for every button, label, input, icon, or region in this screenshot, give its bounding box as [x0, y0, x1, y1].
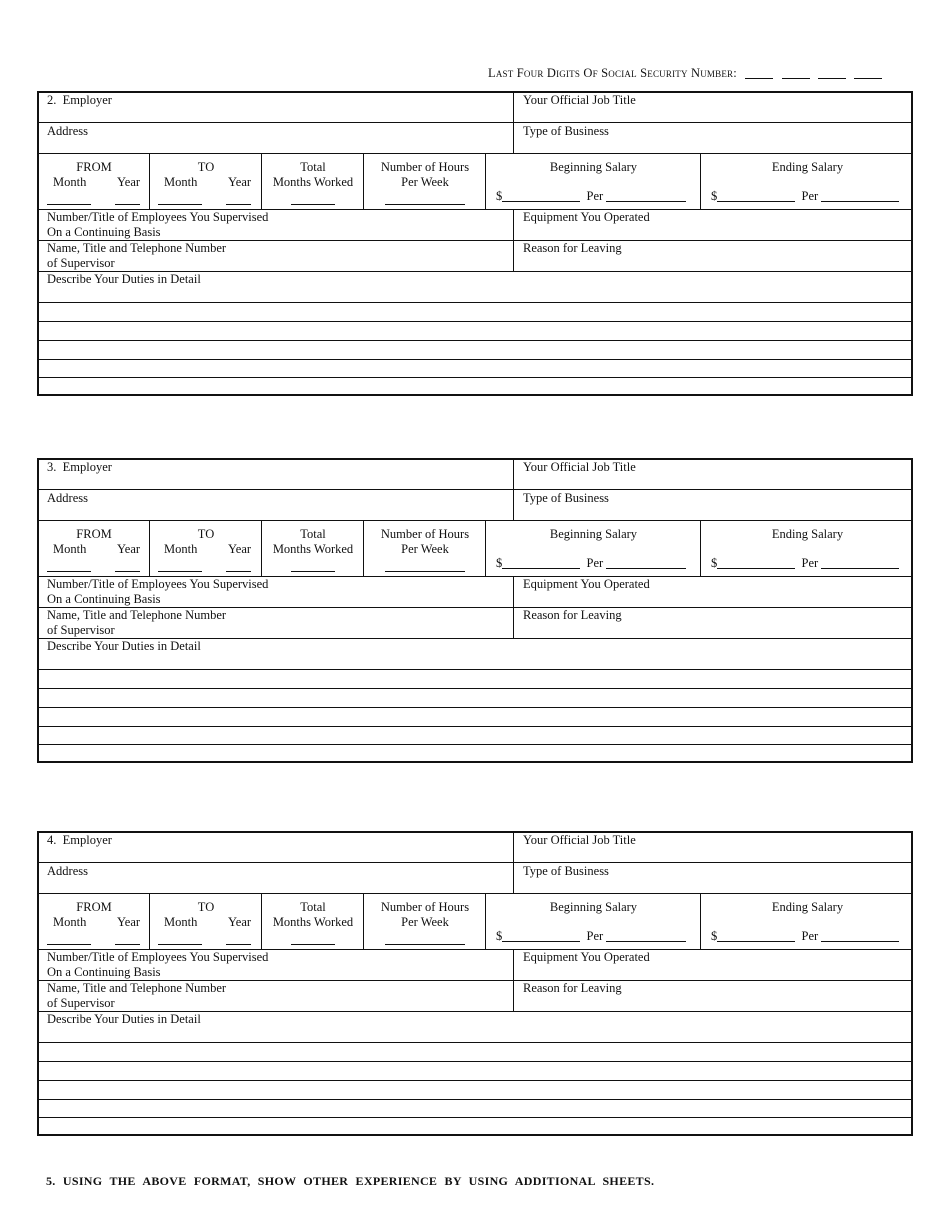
supervisor-field[interactable] [47, 241, 226, 271]
hours-label: Number of Hours [380, 527, 470, 541]
divider [39, 340, 911, 341]
from-year-blank[interactable] [115, 559, 140, 572]
divider [39, 321, 911, 322]
supervised-field[interactable] [47, 210, 268, 240]
hours-label: Number of Hours [380, 900, 470, 914]
to-year-label: Year [228, 542, 252, 556]
supervised-label-2: On a Continuing Basis [47, 225, 161, 239]
divider [513, 93, 514, 153]
divider [39, 707, 911, 708]
per-week-label: Per Week [401, 915, 449, 929]
beginning-salary-label: Beginning Salary [549, 900, 638, 914]
supervised-label: Number/Title of Employees You Supervised [47, 950, 269, 964]
divider [485, 893, 486, 949]
divider [363, 893, 364, 949]
divider [39, 893, 911, 894]
reason-field[interactable]: Reason for Leaving [523, 608, 622, 622]
hours-blank[interactable] [385, 559, 465, 572]
divider [363, 520, 364, 576]
divider [700, 153, 701, 209]
divider [39, 1117, 911, 1118]
per-label: Per [801, 929, 819, 943]
divider [39, 862, 911, 863]
divider [700, 893, 701, 949]
beginning-salary-label: Beginning Salary [549, 160, 638, 174]
ending-salary-label: Ending Salary [771, 527, 844, 541]
supervised-field[interactable] [47, 950, 268, 980]
divider [39, 1061, 911, 1062]
employment-section [37, 458, 913, 763]
dollar-sign: $ [711, 189, 718, 203]
divider [39, 744, 911, 745]
ssn-digit-blank[interactable] [782, 66, 810, 79]
dollar-sign: $ [496, 556, 503, 570]
to-label: TO [197, 900, 215, 914]
employer-field[interactable] [47, 833, 112, 848]
hours-blank[interactable] [385, 192, 465, 205]
from-label: FROM [76, 527, 112, 541]
divider [261, 893, 262, 949]
months-worked-blank[interactable] [291, 559, 335, 572]
per-label: Per [801, 189, 819, 203]
ending-salary-field[interactable] [711, 929, 899, 944]
divider [39, 520, 911, 521]
ending-salary-label: Ending Salary [771, 160, 844, 174]
divider [513, 460, 514, 520]
to-year-label: Year [228, 915, 252, 929]
to-month-label: Month [164, 542, 198, 556]
supervised-label-2: On a Continuing Basis [47, 965, 161, 979]
ssn-label: Last Four Digits Of Social Security Number: [488, 66, 737, 80]
business-type-field[interactable]: Type of Business [523, 864, 609, 878]
months-worked-label: Months Worked [272, 915, 354, 929]
address-field[interactable]: Address [47, 124, 88, 138]
employer-field[interactable] [47, 460, 112, 475]
employment-section [37, 831, 913, 1136]
from-month-label: Month [53, 542, 87, 556]
total-label: Total [300, 160, 326, 174]
months-worked-blank[interactable] [291, 192, 335, 205]
divider [513, 833, 514, 893]
ending-salary-label: Ending Salary [771, 900, 844, 914]
to-year-blank[interactable] [226, 932, 251, 945]
from-label: FROM [76, 900, 112, 914]
months-worked-label: Months Worked [272, 175, 354, 189]
duties-field[interactable]: Describe Your Duties in Detail [47, 1012, 201, 1026]
dollar-sign: $ [711, 556, 718, 570]
from-month-label: Month [53, 915, 87, 929]
to-month-blank[interactable] [158, 932, 202, 945]
to-year-blank[interactable] [226, 192, 251, 205]
from-label: FROM [76, 160, 112, 174]
divider [39, 377, 911, 378]
per-label: Per [801, 556, 819, 570]
divider [149, 153, 150, 209]
business-type-field[interactable]: Type of Business [523, 491, 609, 505]
divider [39, 489, 911, 490]
supervised-field[interactable] [47, 577, 268, 607]
divider [149, 520, 150, 576]
beginning-salary-field[interactable] [496, 189, 686, 204]
divider [261, 153, 262, 209]
address-field[interactable]: Address [47, 491, 88, 505]
hours-blank[interactable] [385, 932, 465, 945]
divider [513, 209, 514, 271]
divider [363, 153, 364, 209]
supervisor-label: Name, Title and Telephone Number [47, 241, 227, 255]
section-number: 2. [47, 93, 57, 107]
beginning-salary-label: Beginning Salary [549, 527, 638, 541]
employer-label: Employer [62, 93, 112, 107]
supervisor-field[interactable] [47, 981, 226, 1011]
divider [39, 1099, 911, 1100]
months-worked-label: Months Worked [272, 542, 354, 556]
hours-label: Number of Hours [380, 160, 470, 174]
duties-field[interactable]: Describe Your Duties in Detail [47, 639, 201, 653]
supervised-label-2: On a Continuing Basis [47, 592, 161, 606]
total-label: Total [300, 527, 326, 541]
from-year-label: Year [117, 175, 141, 189]
from-month-blank[interactable] [47, 932, 91, 945]
dollar-sign: $ [711, 929, 718, 943]
equipment-field[interactable]: Equipment You Operated [523, 210, 650, 224]
employment-section [37, 91, 913, 396]
employer-label: Employer [62, 460, 112, 474]
from-year-blank[interactable] [115, 192, 140, 205]
duties-field[interactable]: Describe Your Duties in Detail [47, 272, 201, 286]
supervisor-label: Name, Title and Telephone Number [47, 608, 227, 622]
from-year-label: Year [117, 915, 141, 929]
divider [39, 302, 911, 303]
divider [39, 669, 911, 670]
divider [39, 122, 911, 123]
from-month-blank[interactable] [47, 559, 91, 572]
divider [700, 520, 701, 576]
supervisor-label-2: of Supervisor [47, 623, 115, 637]
dollar-sign: $ [496, 929, 503, 943]
divider [513, 949, 514, 1011]
beginning-salary-field[interactable] [496, 929, 686, 944]
supervisor-label-2: of Supervisor [47, 256, 115, 270]
supervisor-field[interactable] [47, 608, 226, 638]
from-year-label: Year [117, 542, 141, 556]
job-title-field[interactable]: Your Official Job Title [523, 93, 636, 107]
to-month-label: Month [164, 915, 198, 929]
ending-salary-field[interactable] [711, 556, 899, 571]
from-year-blank[interactable] [115, 932, 140, 945]
divider [39, 726, 911, 727]
divider [485, 153, 486, 209]
divider [39, 1042, 911, 1043]
to-year-label: Year [228, 175, 252, 189]
employer-field[interactable] [47, 93, 112, 108]
reason-field[interactable]: Reason for Leaving [523, 981, 622, 995]
ending-salary-field[interactable] [711, 189, 899, 204]
supervisor-label-2: of Supervisor [47, 996, 115, 1010]
job-title-field[interactable]: Your Official Job Title [523, 833, 636, 847]
section-number: 3. [47, 460, 57, 474]
per-label: Per [586, 929, 604, 943]
footer-instruction: 5. USING THE ABOVE FORMAT, SHOW OTHER EXPERIENCE BY USING ADDITIONAL SHEETS. [46, 1174, 655, 1188]
ssn-field [488, 66, 882, 81]
per-label: Per [586, 556, 604, 570]
months-worked-blank[interactable] [291, 932, 335, 945]
divider [513, 576, 514, 638]
job-title-field[interactable]: Your Official Job Title [523, 460, 636, 474]
section-number: 4. [47, 833, 57, 847]
divider [485, 520, 486, 576]
divider [39, 1080, 911, 1081]
divider [39, 359, 911, 360]
employer-label: Employer [62, 833, 112, 847]
beginning-salary-field[interactable] [496, 556, 686, 571]
per-label: Per [586, 189, 604, 203]
ssn-digit-blank[interactable] [818, 66, 846, 79]
to-label: TO [197, 160, 215, 174]
equipment-field[interactable]: Equipment You Operated [523, 577, 650, 591]
supervised-label: Number/Title of Employees You Supervised [47, 577, 269, 591]
supervised-label: Number/Title of Employees You Supervised [47, 210, 269, 224]
reason-field[interactable]: Reason for Leaving [523, 241, 622, 255]
divider [39, 153, 911, 154]
business-type-field[interactable]: Type of Business [523, 124, 609, 138]
total-label: Total [300, 900, 326, 914]
supervisor-label: Name, Title and Telephone Number [47, 981, 227, 995]
equipment-field[interactable]: Equipment You Operated [523, 950, 650, 964]
per-week-label: Per Week [401, 542, 449, 556]
to-month-blank[interactable] [158, 559, 202, 572]
per-week-label: Per Week [401, 175, 449, 189]
ssn-digit-blank[interactable] [854, 66, 882, 79]
to-month-blank[interactable] [158, 192, 202, 205]
address-field[interactable]: Address [47, 864, 88, 878]
divider [149, 893, 150, 949]
divider [39, 688, 911, 689]
from-month-label: Month [53, 175, 87, 189]
from-month-blank[interactable] [47, 192, 91, 205]
to-label: TO [197, 527, 215, 541]
to-month-label: Month [164, 175, 198, 189]
ssn-digit-blank[interactable] [745, 66, 773, 79]
divider [261, 520, 262, 576]
to-year-blank[interactable] [226, 559, 251, 572]
dollar-sign: $ [496, 189, 503, 203]
